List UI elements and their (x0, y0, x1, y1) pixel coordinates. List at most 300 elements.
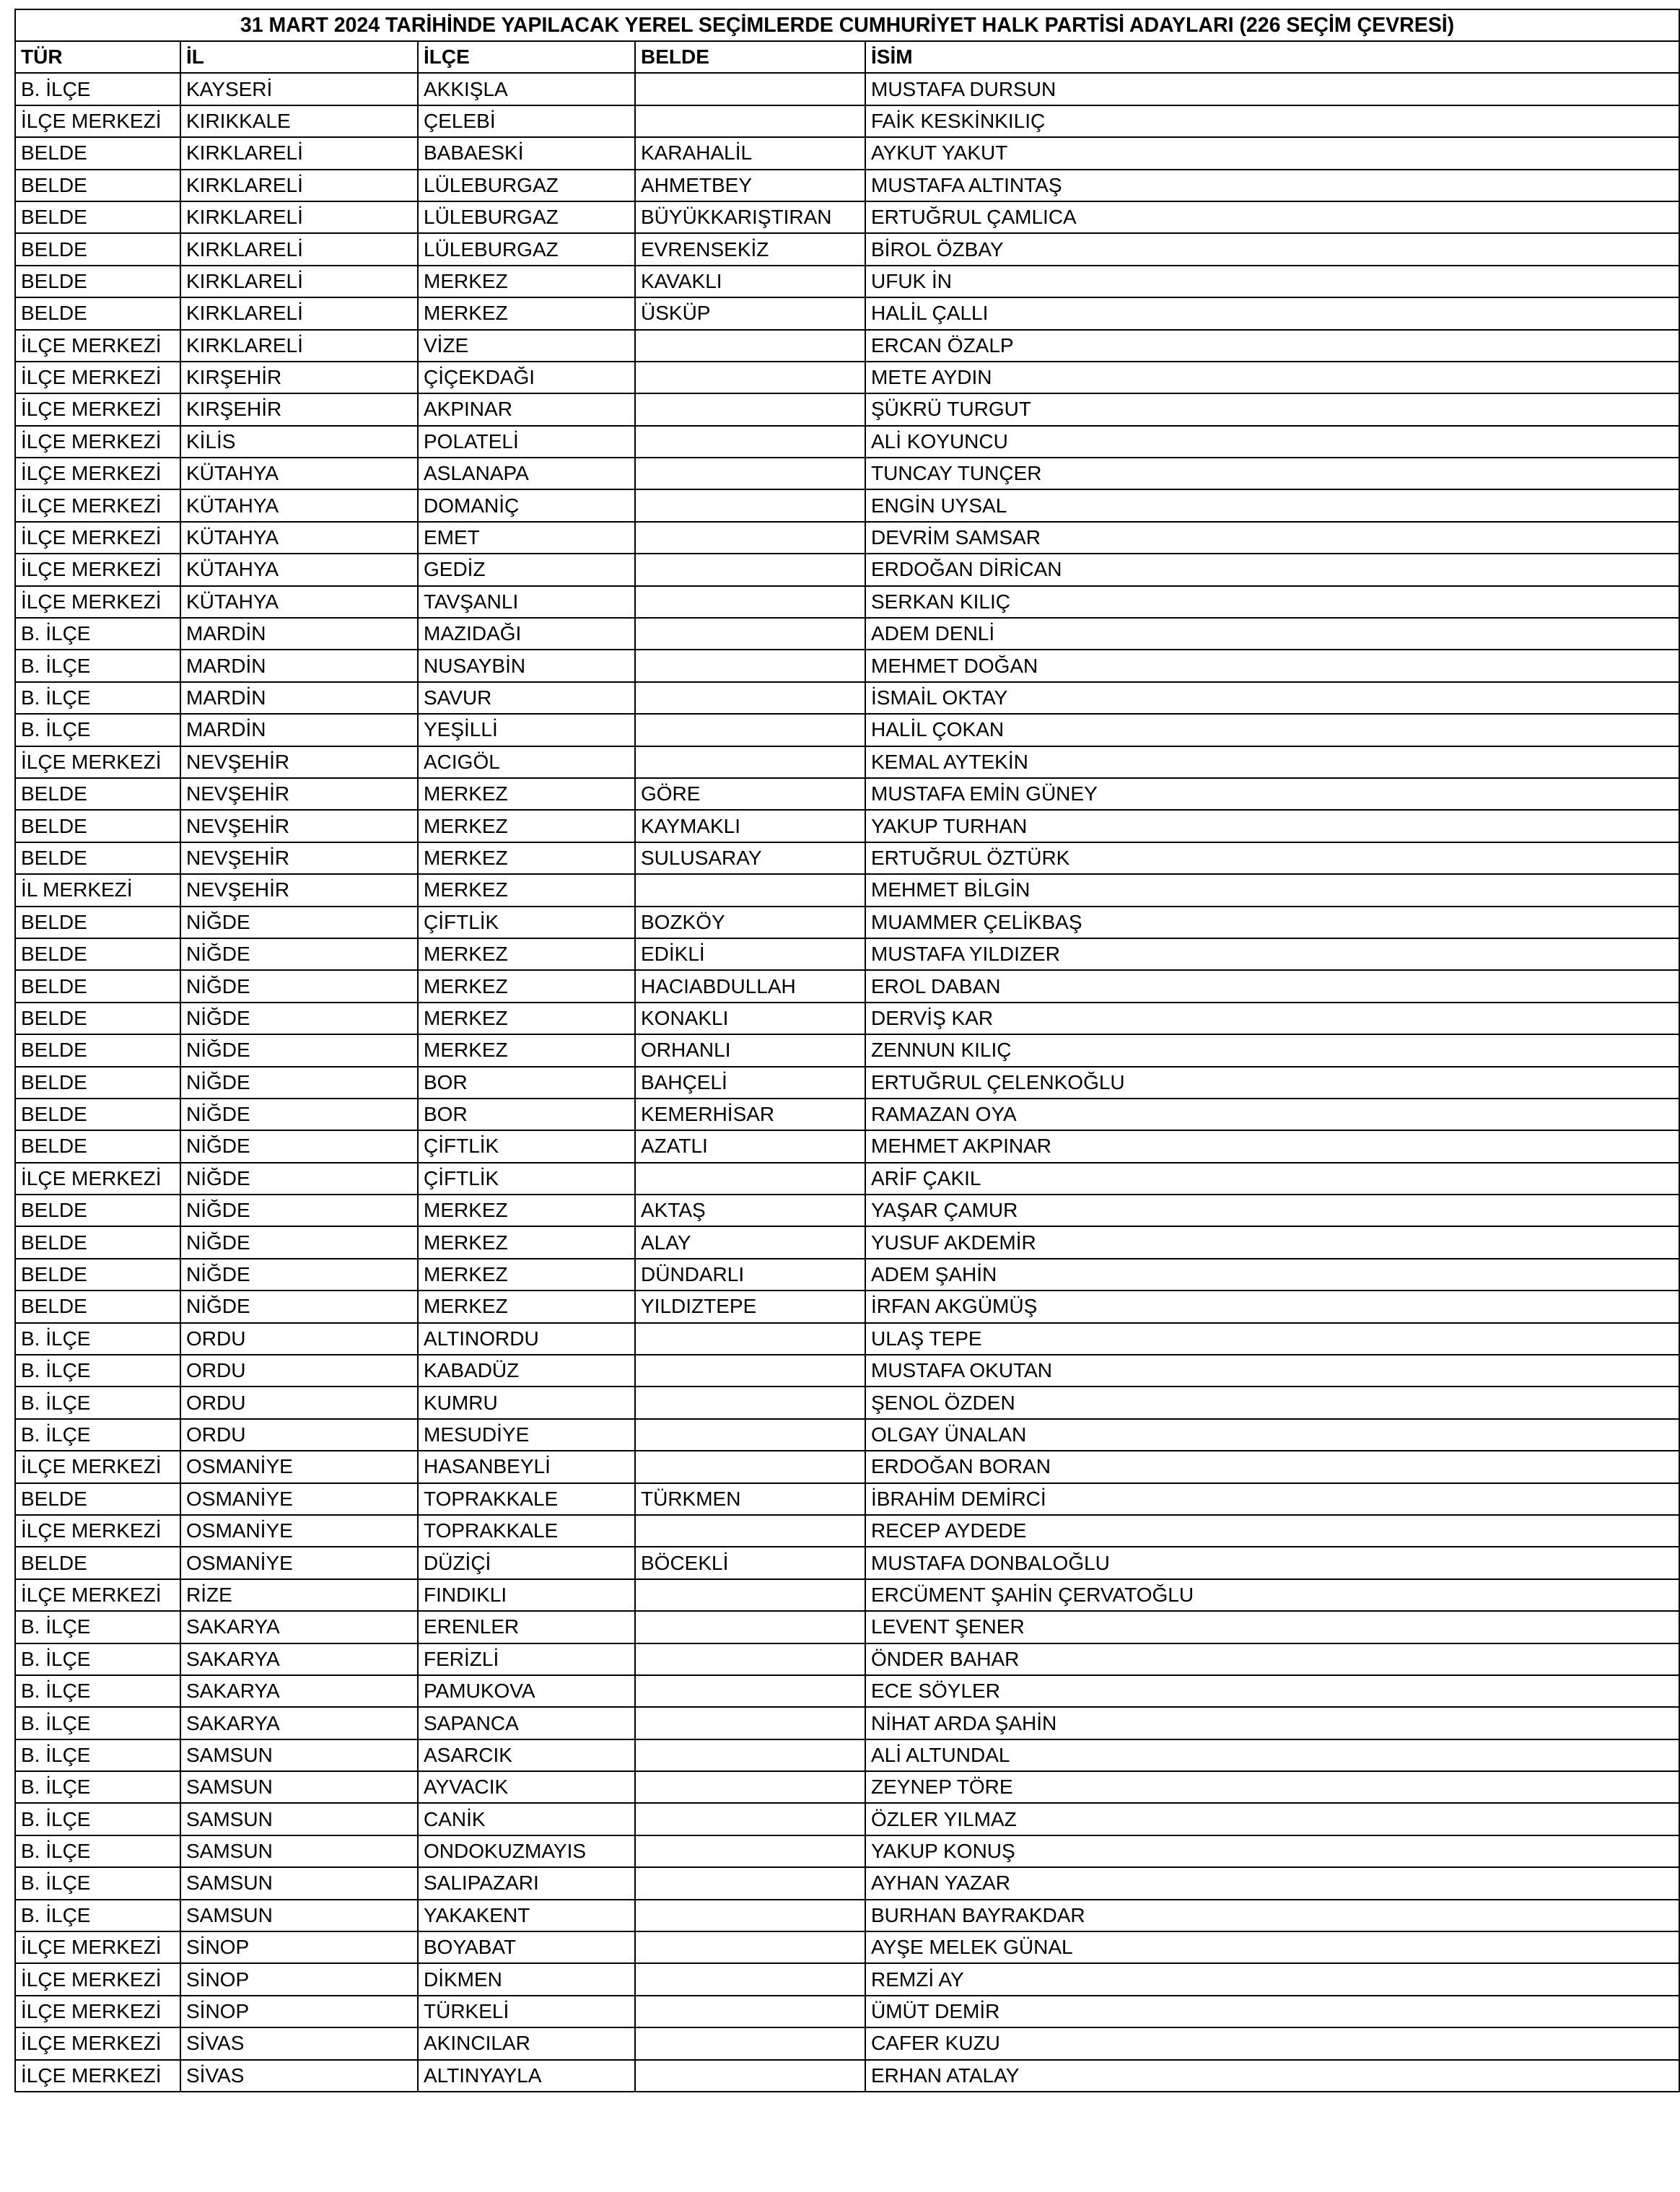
table-title: 31 MART 2024 TARİHİNDE YAPILACAK YEREL SEÇİMLERDE CUMHURİYET HALK PARTİSİ ADAYLARI (226 SEÇİM ÇEVRESİ) (15, 9, 1679, 41)
il-cell: SAMSUN (180, 1803, 418, 1835)
ilce-cell: ÇİÇEKDAĞI (418, 362, 635, 393)
table-row (15, 1291, 1679, 1322)
ilce-cell: ÇİFTLİK (418, 907, 635, 938)
il-cell: SAKARYA (180, 1643, 418, 1675)
table-row (15, 1226, 1679, 1258)
belde-cell: KEMERHİSAR (635, 1099, 865, 1130)
table-row (15, 586, 1679, 618)
belde-cell (635, 1163, 865, 1195)
belde-cell (635, 522, 865, 554)
tur-cell: B. İLÇE (15, 1611, 180, 1643)
il-cell: NEVŞEHİR (180, 746, 418, 778)
belde-cell: SULUSARAY (635, 842, 865, 874)
isim-cell: ERTUĞRUL ÇELENKOĞLU (865, 1067, 1679, 1099)
table-row (15, 1355, 1679, 1387)
table-row (15, 233, 1679, 265)
belde-cell (635, 874, 865, 906)
table-row (15, 201, 1679, 233)
isim-cell: ADEM ŞAHİN (865, 1259, 1679, 1291)
il-cell: NEVŞEHİR (180, 842, 418, 874)
isim-cell: MUAMMER ÇELİKBAŞ (865, 907, 1679, 938)
isim-cell: YAKUP TURHAN (865, 810, 1679, 842)
isim-cell: FAİK KESKİNKILIÇ (865, 105, 1679, 137)
belde-cell (635, 1323, 865, 1355)
ilce-cell: FINDIKLI (418, 1579, 635, 1611)
table-row (15, 1067, 1679, 1099)
isim-cell: MUSTAFA YILDIZER (865, 938, 1679, 970)
il-cell: KIRŞEHİR (180, 393, 418, 425)
tur-cell: BELDE (15, 1547, 180, 1578)
isim-cell: ERDOĞAN DİRİCAN (865, 554, 1679, 585)
tur-cell: B. İLÇE (15, 618, 180, 650)
il-cell: OSMANİYE (180, 1451, 418, 1483)
isim-cell: YUSUF AKDEMİR (865, 1226, 1679, 1258)
tur-cell: İLÇE MERKEZİ (15, 458, 180, 489)
il-cell: SİVAS (180, 2060, 418, 2092)
table-row (15, 1323, 1679, 1355)
isim-cell: ERDOĞAN BORAN (865, 1451, 1679, 1483)
isim-cell: İRFAN AKGÜMÜŞ (865, 1291, 1679, 1322)
tur-cell: BELDE (15, 137, 180, 169)
table-row (15, 1643, 1679, 1675)
ilce-cell: MERKEZ (418, 1226, 635, 1258)
tur-cell: B. İLÇE (15, 1675, 180, 1707)
isim-cell: TUNCAY TUNÇER (865, 458, 1679, 489)
table-row (15, 1130, 1679, 1162)
ilce-cell: CANİK (418, 1803, 635, 1835)
il-cell: OSMANİYE (180, 1515, 418, 1547)
ilce-cell: ÇELEBİ (418, 105, 635, 137)
belde-cell (635, 1611, 865, 1643)
ilce-cell: NUSAYBİN (418, 650, 635, 681)
header-row (15, 41, 1679, 73)
isim-cell: ZEYNEP TÖRE (865, 1771, 1679, 1803)
tur-cell: BELDE (15, 1259, 180, 1291)
belde-cell (635, 618, 865, 650)
isim-cell: BURHAN BAYRAKDAR (865, 1900, 1679, 1931)
tur-cell: BELDE (15, 1099, 180, 1130)
tur-cell: B. İLÇE (15, 1867, 180, 1899)
ilce-cell: MERKEZ (418, 810, 635, 842)
isim-cell: KEMAL AYTEKİN (865, 746, 1679, 778)
tur-cell: BELDE (15, 1034, 180, 1066)
ilce-cell: HASANBEYLİ (418, 1451, 635, 1483)
table-row (15, 170, 1679, 201)
il-cell: SAKARYA (180, 1611, 418, 1643)
isim-cell: RAMAZAN OYA (865, 1099, 1679, 1130)
tur-cell: İLÇE MERKEZİ (15, 330, 180, 362)
isim-cell: NİHAT ARDA ŞAHİN (865, 1707, 1679, 1739)
il-cell: SİNOP (180, 1963, 418, 1995)
isim-cell: SERKAN KILIÇ (865, 586, 1679, 618)
il-cell: SAKARYA (180, 1707, 418, 1739)
belde-cell (635, 1419, 865, 1451)
table-row (15, 489, 1679, 521)
table-row (15, 2027, 1679, 2059)
isim-cell: MUSTAFA DURSUN (865, 73, 1679, 105)
table-row (15, 137, 1679, 169)
isim-cell: AYŞE MELEK GÜNAL (865, 1931, 1679, 1963)
tur-cell: İLÇE MERKEZİ (15, 105, 180, 137)
belde-cell (635, 1675, 865, 1707)
ilce-cell: BABAESKİ (418, 137, 635, 169)
belde-cell (635, 1739, 865, 1771)
belde-cell (635, 650, 865, 681)
table-row (15, 810, 1679, 842)
header-il: İL (180, 41, 418, 73)
belde-cell (635, 586, 865, 618)
ilce-cell: KUMRU (418, 1387, 635, 1418)
tur-cell: BELDE (15, 907, 180, 938)
table-row (15, 1931, 1679, 1963)
table-row (15, 458, 1679, 489)
table-row (15, 1611, 1679, 1643)
table-row (15, 1483, 1679, 1515)
il-cell: KÜTAHYA (180, 522, 418, 554)
ilce-cell: BOYABAT (418, 1931, 635, 1963)
il-cell: NİĞDE (180, 1226, 418, 1258)
il-cell: SAMSUN (180, 1739, 418, 1771)
isim-cell: İBRAHİM DEMİRCİ (865, 1483, 1679, 1515)
tur-cell: BELDE (15, 1226, 180, 1258)
ilce-cell: MERKEZ (418, 266, 635, 297)
ilce-cell: DÜZİÇİ (418, 1547, 635, 1578)
belde-cell: KAYMAKLI (635, 810, 865, 842)
il-cell: SAMSUN (180, 1867, 418, 1899)
tur-cell: BELDE (15, 266, 180, 297)
il-cell: NİĞDE (180, 1291, 418, 1322)
isim-cell: MUSTAFA ALTINTAŞ (865, 170, 1679, 201)
belde-cell: BÜYÜKKARIŞTIRAN (635, 201, 865, 233)
ilce-cell: DOMANİÇ (418, 489, 635, 521)
isim-cell: ÖZLER YILMAZ (865, 1803, 1679, 1835)
table-row (15, 426, 1679, 458)
belde-cell: ORHANLI (635, 1034, 865, 1066)
ilce-cell: POLATELİ (418, 426, 635, 458)
il-cell: NİĞDE (180, 1163, 418, 1195)
tur-cell: İLÇE MERKEZİ (15, 1163, 180, 1195)
table-row (15, 1419, 1679, 1451)
il-cell: KIRŞEHİR (180, 362, 418, 393)
isim-cell: MUSTAFA OKUTAN (865, 1355, 1679, 1387)
tur-cell: BELDE (15, 1291, 180, 1322)
ilce-cell: MERKEZ (418, 938, 635, 970)
belde-cell (635, 2027, 865, 2059)
table-row (15, 938, 1679, 970)
belde-cell: AHMETBEY (635, 170, 865, 201)
tur-cell: BELDE (15, 1483, 180, 1515)
isim-cell: DERVİŞ KAR (865, 1003, 1679, 1034)
tur-cell: İLÇE MERKEZİ (15, 362, 180, 393)
table-row (15, 778, 1679, 810)
table-row (15, 970, 1679, 1002)
ilce-cell: MERKEZ (418, 1003, 635, 1034)
il-cell: KÜTAHYA (180, 586, 418, 618)
ilce-cell: ALTINORDU (418, 1323, 635, 1355)
belde-cell (635, 458, 865, 489)
ilce-cell: YEŞİLLİ (418, 714, 635, 746)
tur-cell: BELDE (15, 842, 180, 874)
table-row (15, 1707, 1679, 1739)
belde-cell (635, 1963, 865, 1995)
belde-cell (635, 1387, 865, 1418)
ilce-cell: AYVACIK (418, 1771, 635, 1803)
ilce-cell: ALTINYAYLA (418, 2060, 635, 2092)
tur-cell: BELDE (15, 201, 180, 233)
header-isim: İSİM (865, 41, 1679, 73)
tur-cell: İLÇE MERKEZİ (15, 586, 180, 618)
tur-cell: BELDE (15, 938, 180, 970)
tur-cell: İLÇE MERKEZİ (15, 1579, 180, 1611)
table-row (15, 1803, 1679, 1835)
il-cell: NİĞDE (180, 1195, 418, 1226)
il-cell: NİĞDE (180, 1259, 418, 1291)
belde-cell: BOZKÖY (635, 907, 865, 938)
tur-cell: B. İLÇE (15, 1707, 180, 1739)
il-cell: SAKARYA (180, 1675, 418, 1707)
belde-cell (635, 1451, 865, 1483)
il-cell: KÜTAHYA (180, 489, 418, 521)
il-cell: KIRKLARELİ (180, 201, 418, 233)
il-cell: SAMSUN (180, 1771, 418, 1803)
tur-cell: İLÇE MERKEZİ (15, 2027, 180, 2059)
belde-cell (635, 1931, 865, 1963)
belde-cell (635, 1996, 865, 2027)
ilce-cell: AKINCILAR (418, 2027, 635, 2059)
ilce-cell: KABADÜZ (418, 1355, 635, 1387)
belde-cell: ALAY (635, 1226, 865, 1258)
il-cell: ORDU (180, 1419, 418, 1451)
isim-cell: YAKUP KONUŞ (865, 1835, 1679, 1867)
table-row (15, 1547, 1679, 1578)
table-row (15, 266, 1679, 297)
tur-cell: İLÇE MERKEZİ (15, 2060, 180, 2092)
il-cell: MARDİN (180, 682, 418, 714)
tur-cell: B. İLÇE (15, 1739, 180, 1771)
isim-cell: LEVENT ŞENER (865, 1611, 1679, 1643)
tur-cell: BELDE (15, 1130, 180, 1162)
tur-cell: BELDE (15, 810, 180, 842)
table-row (15, 682, 1679, 714)
il-cell: NİĞDE (180, 938, 418, 970)
il-cell: KIRKLARELİ (180, 233, 418, 265)
isim-cell: EROL DABAN (865, 970, 1679, 1002)
tur-cell: B. İLÇE (15, 682, 180, 714)
tur-cell: B. İLÇE (15, 1355, 180, 1387)
belde-cell (635, 1643, 865, 1675)
belde-cell (635, 1900, 865, 1931)
belde-cell: DÜNDARLI (635, 1259, 865, 1291)
tur-cell: BELDE (15, 1003, 180, 1034)
belde-cell: ÜSKÜP (635, 297, 865, 329)
il-cell: MARDİN (180, 650, 418, 681)
table-row (15, 1515, 1679, 1547)
il-cell: KIRKLARELİ (180, 297, 418, 329)
isim-cell: DEVRİM SAMSAR (865, 522, 1679, 554)
tur-cell: BELDE (15, 778, 180, 810)
tur-cell: BELDE (15, 970, 180, 1002)
isim-cell: CAFER KUZU (865, 2027, 1679, 2059)
ilce-cell: TOPRAKKALE (418, 1515, 635, 1547)
belde-cell (635, 682, 865, 714)
table-row (15, 1835, 1679, 1867)
isim-cell: YAŞAR ÇAMUR (865, 1195, 1679, 1226)
ilce-cell: MERKEZ (418, 1259, 635, 1291)
belde-cell (635, 426, 865, 458)
table-row (15, 2060, 1679, 2092)
ilce-cell: GEDİZ (418, 554, 635, 585)
candidates-table (14, 9, 1680, 2092)
title-row (15, 9, 1679, 41)
isim-cell: ERTUĞRUL ÇAMLICA (865, 201, 1679, 233)
belde-cell (635, 714, 865, 746)
table-row (15, 1003, 1679, 1034)
table-row (15, 1034, 1679, 1066)
table-row (15, 105, 1679, 137)
tur-cell: B. İLÇE (15, 1643, 180, 1675)
tur-cell: İLÇE MERKEZİ (15, 1515, 180, 1547)
table-row (15, 1996, 1679, 2027)
belde-cell (635, 1579, 865, 1611)
tur-cell: B. İLÇE (15, 1835, 180, 1867)
tur-cell: B. İLÇE (15, 1900, 180, 1931)
table-row (15, 1771, 1679, 1803)
isim-cell: HALİL ÇOKAN (865, 714, 1679, 746)
il-cell: SİNOP (180, 1996, 418, 2027)
belde-cell (635, 1355, 865, 1387)
tur-cell: İLÇE MERKEZİ (15, 522, 180, 554)
belde-cell (635, 393, 865, 425)
belde-cell (635, 1515, 865, 1547)
table-row (15, 650, 1679, 681)
ilce-cell: PAMUKOVA (418, 1675, 635, 1707)
belde-cell: AZATLI (635, 1130, 865, 1162)
belde-cell (635, 554, 865, 585)
il-cell: SİVAS (180, 2027, 418, 2059)
isim-cell: ECE SÖYLER (865, 1675, 1679, 1707)
isim-cell: ŞÜKRÜ TURGUT (865, 393, 1679, 425)
belde-cell (635, 362, 865, 393)
tur-cell: B. İLÇE (15, 73, 180, 105)
ilce-cell: EMET (418, 522, 635, 554)
il-cell: ORDU (180, 1387, 418, 1418)
isim-cell: ÖNDER BAHAR (865, 1643, 1679, 1675)
il-cell: NİĞDE (180, 1099, 418, 1130)
isim-cell: UFUK İN (865, 266, 1679, 297)
il-cell: KAYSERİ (180, 73, 418, 105)
isim-cell: ENGİN UYSAL (865, 489, 1679, 521)
table-row (15, 746, 1679, 778)
table-row (15, 1195, 1679, 1226)
isim-cell: ŞENOL ÖZDEN (865, 1387, 1679, 1418)
belde-cell: BÖCEKLİ (635, 1547, 865, 1578)
tur-cell: B. İLÇE (15, 1419, 180, 1451)
il-cell: NİĞDE (180, 907, 418, 938)
table-row (15, 1163, 1679, 1195)
table-row (15, 362, 1679, 393)
il-cell: SAMSUN (180, 1835, 418, 1867)
table-row (15, 554, 1679, 585)
isim-cell: REMZİ AY (865, 1963, 1679, 1995)
isim-cell: ALİ KOYUNCU (865, 426, 1679, 458)
tur-cell: B. İLÇE (15, 1771, 180, 1803)
tur-cell: İLÇE MERKEZİ (15, 489, 180, 521)
table-row (15, 393, 1679, 425)
ilce-cell: SALIPAZARI (418, 1867, 635, 1899)
header-tur: TÜR (15, 41, 180, 73)
ilce-cell: TOPRAKKALE (418, 1483, 635, 1515)
ilce-cell: AKPINAR (418, 393, 635, 425)
belde-cell (635, 2060, 865, 2092)
ilce-cell: MERKEZ (418, 842, 635, 874)
table-row (15, 1739, 1679, 1771)
belde-cell: HACIABDULLAH (635, 970, 865, 1002)
belde-cell (635, 1803, 865, 1835)
table-row (15, 1451, 1679, 1483)
isim-cell: ÜMÜT DEMİR (865, 1996, 1679, 2027)
tur-cell: B. İLÇE (15, 650, 180, 681)
belde-cell: AKTAŞ (635, 1195, 865, 1226)
isim-cell: ERCÜMENT ŞAHİN ÇERVATOĞLU (865, 1579, 1679, 1611)
il-cell: NİĞDE (180, 970, 418, 1002)
il-cell: ORDU (180, 1355, 418, 1387)
tur-cell: İLÇE MERKEZİ (15, 1451, 180, 1483)
ilce-cell: LÜLEBURGAZ (418, 201, 635, 233)
ilce-cell: MERKEZ (418, 874, 635, 906)
il-cell: MARDİN (180, 618, 418, 650)
isim-cell: ULAŞ TEPE (865, 1323, 1679, 1355)
il-cell: SAMSUN (180, 1900, 418, 1931)
table-row (15, 73, 1679, 105)
table-row (15, 1900, 1679, 1931)
tur-cell: İLÇE MERKEZİ (15, 554, 180, 585)
belde-cell: BAHÇELİ (635, 1067, 865, 1099)
il-cell: KIRKLARELİ (180, 266, 418, 297)
il-cell: MARDİN (180, 714, 418, 746)
isim-cell: ERHAN ATALAY (865, 2060, 1679, 2092)
ilce-cell: ACIGÖL (418, 746, 635, 778)
il-cell: OSMANİYE (180, 1483, 418, 1515)
tur-cell: BELDE (15, 297, 180, 329)
ilce-cell: VİZE (418, 330, 635, 362)
tur-cell: BELDE (15, 233, 180, 265)
il-cell: KIRKLARELİ (180, 330, 418, 362)
tur-cell: İLÇE MERKEZİ (15, 393, 180, 425)
ilce-cell: MESUDİYE (418, 1419, 635, 1451)
il-cell: ORDU (180, 1323, 418, 1355)
isim-cell: MEHMET AKPINAR (865, 1130, 1679, 1162)
isim-cell: ERTUĞRUL ÖZTÜRK (865, 842, 1679, 874)
il-cell: NEVŞEHİR (180, 874, 418, 906)
isim-cell: OLGAY ÜNALAN (865, 1419, 1679, 1451)
tur-cell: İL MERKEZİ (15, 874, 180, 906)
table-row (15, 1579, 1679, 1611)
table-row (15, 297, 1679, 329)
belde-cell (635, 330, 865, 362)
ilce-cell: MERKEZ (418, 1291, 635, 1322)
isim-cell: BİROL ÖZBAY (865, 233, 1679, 265)
belde-cell: GÖRE (635, 778, 865, 810)
table-row (15, 522, 1679, 554)
table-row (15, 1387, 1679, 1418)
tur-cell: BELDE (15, 170, 180, 201)
belde-cell: KAVAKLI (635, 266, 865, 297)
tur-cell: B. İLÇE (15, 1803, 180, 1835)
ilce-cell: ASLANAPA (418, 458, 635, 489)
isim-cell: ALİ ALTUNDAL (865, 1739, 1679, 1771)
isim-cell: MEHMET DOĞAN (865, 650, 1679, 681)
isim-cell: MEHMET BİLGİN (865, 874, 1679, 906)
